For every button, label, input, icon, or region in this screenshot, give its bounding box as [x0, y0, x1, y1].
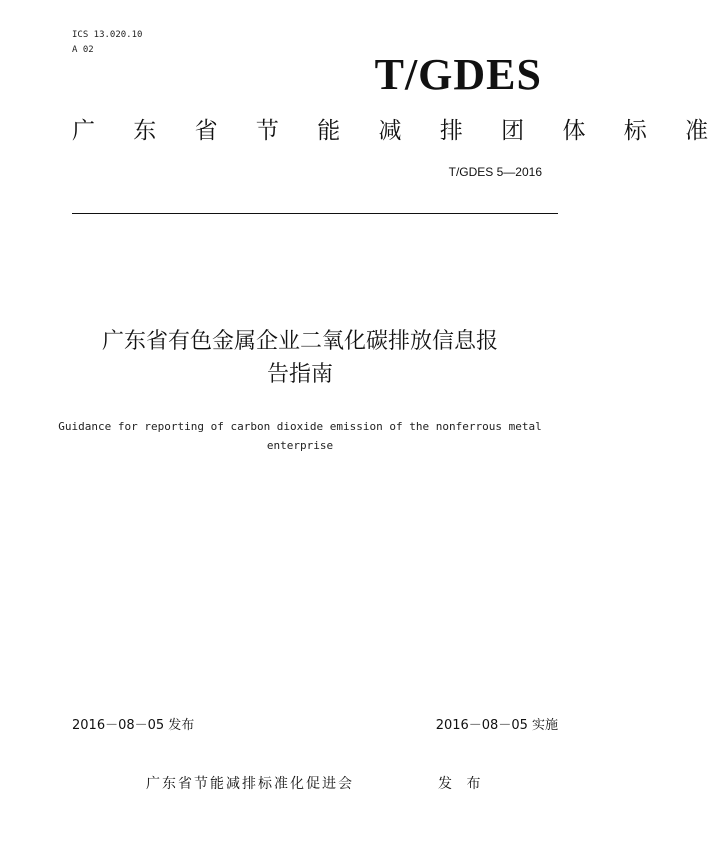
- title-english-line-2: enterprise: [266, 439, 334, 452]
- publish-date: 2016－08－05 发布: [72, 718, 195, 733]
- title-english-line-1: Guidance for reporting of carbon dioxide emission of the nonferrous metal: [58, 420, 542, 433]
- title-chinese-line-2: 告指南: [266, 362, 333, 387]
- ics-code: ICS 13.020.10: [72, 30, 143, 40]
- title-chinese-line-1: 广东省有色金属企业二氧化碳排放信息报: [101, 329, 498, 354]
- ccs-code: A 02: [72, 45, 94, 55]
- standard-brand-mark: T/GDES: [374, 50, 542, 99]
- issue-label: 发 布: [438, 776, 486, 792]
- title-chinese: [40, 325, 560, 391]
- implement-date: 2016－08－05 实施: [435, 718, 558, 733]
- header-divider: [72, 213, 558, 214]
- standard-number: T/GDES 5—2016: [448, 165, 542, 179]
- standard-type-heading: 广 东 省 节 能 减 排 团 体 标 准: [72, 118, 724, 144]
- issuer-name: 广东省节能减排标准化促进会: [146, 776, 354, 792]
- title-english: [40, 417, 560, 455]
